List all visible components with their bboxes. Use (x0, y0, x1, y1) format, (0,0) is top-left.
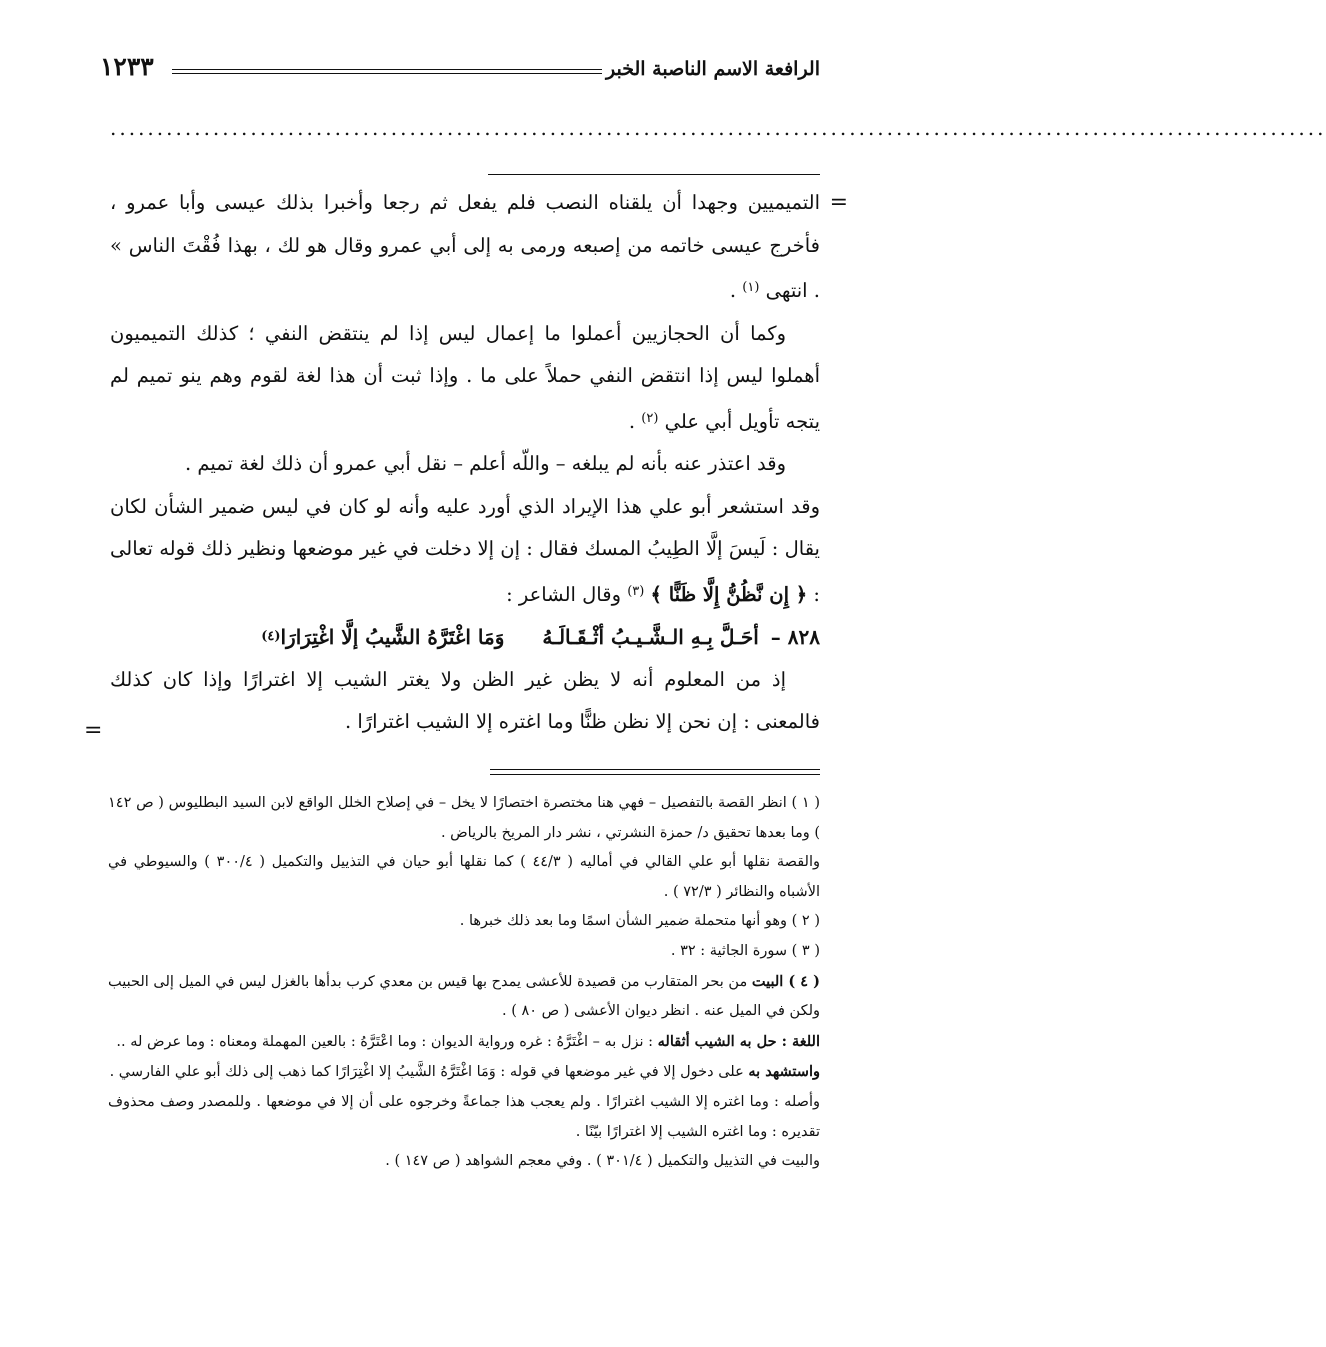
end-marker: = (84, 718, 103, 743)
paragraph-2 (110, 313, 820, 444)
page-header (100, 52, 820, 92)
footnotes (108, 789, 820, 1177)
paragraph-2-text: وكما أن الحجازيين أعملوا ما إعمال ليس إذا لم ينتقض النفي ؛ كذلك التميميون أهملوا ليس إذا انتقض النفي حملاً على ما . وإذا ثبت أن هذا لغة لقوم وهم ينو تميم لم يتجه تأويل أبي علي (110, 321, 820, 433)
paragraph-4 (110, 486, 820, 617)
footnote-4 (108, 967, 820, 1027)
paragraph-4-text-a: وقد استشعر أبو علي هذا الإيراد الذي أورد عليه وأنه لو كان في ليس ضمير الشأن لكان يقال : لَيسَ إلَّا الطِيبُ المسك فقال : إن إلا دخلت في غير موضعها ونظير ذلك قوله تعالى : (110, 494, 820, 606)
footnote-rule-lower (490, 774, 820, 775)
paragraph-5 (110, 659, 820, 744)
paragraph-2-end: . (628, 409, 642, 433)
footnote-ref-2: (٢) (641, 410, 659, 426)
footnote-asluhu: وأصله : وما اغتره إلا الشيب اغترارًا . ولم يعجب هذا جماعةً وخرجوه على أن إلا في موضعها . وللمصدر وصف محذوف تقديره : وما اغتره الشيب إلا اغترارًا بيّنًا . (108, 1093, 820, 1140)
footnote-final: والبيت في التذييل والتكميل ( ٣٠١/٤ ) . وفي معجم الشواهد ( ص ١٤٧ ) . (385, 1153, 820, 1170)
paragraph-4-text-b: وقال الشاعر : (506, 582, 621, 606)
paragraph-1-end: . (729, 279, 743, 302)
continuation-marker: = (829, 190, 848, 215)
separator-dots: .................................................................................................................................. (110, 116, 1326, 140)
footnote-lugha (108, 1027, 820, 1058)
footnote-istishhad (108, 1057, 820, 1088)
main-text (110, 182, 848, 744)
verse-hemistich-1: أحَـلَّ بِـهِ الـشَّـيـبُ أثْـقَـالَـهُ (542, 625, 759, 649)
quran-quote: ﴿ إِن نَّظُنُّ إِلَّا ظَنًّا ﴾ (650, 582, 808, 606)
paragraph-3 (110, 443, 820, 486)
page-number: ١٢٣٣ (100, 52, 154, 81)
istishhad-label: واستشهد به (748, 1063, 820, 1081)
istishhad-text: على دخول إلا في غير موضعها في قوله : وَمَا اغْتَرَّهُ الشَّيبُ إلا اغْتِرَارًا كما ذهب إلى ذلك أبو علي الفارسي . (109, 1064, 749, 1081)
footnote-ref-3: (٣) (627, 583, 645, 599)
running-title: الرافعة الاسم الناصبة الخبر (606, 58, 820, 80)
footnote-1-continued: والقصة نقلها أبو علي القالي في أماليه ( ٤٤/٣ ) كما نقلها أبو حيان في التذييل والتكميل ( ٣٠٠/٤ ) والسيوطي في الأشباه والنظائر ( ٧٢/٣ ) . (108, 854, 820, 900)
footnote-ref-4: (٤) (261, 629, 281, 644)
paragraph-1-line-3: فُقْتَ الناس » . انتهى (110, 233, 820, 302)
header-rule (172, 69, 602, 74)
verse-number: ٨٢٨ – (770, 625, 820, 649)
footnote-1: ( ١ ) انظر القصة بالتفصيل – فهي هنا مختصرة اختصارًا لا يخل – في إصلاح الخلل الواقع لابن السيد البطليوس ( ص ١٤٢ ) وما بعدها تحقيق د/ حمزة النشرتي ، نشر دار المريخ بالرياض . (108, 795, 820, 841)
footnote-4-label: ( ٤ ) البيت (751, 972, 820, 990)
paragraph-5-text: إذ من المعلوم أنه لا يظن غير الظن ولا يغتر الشيب إلا اغترارًا وإذا كان كذلك فالمعنى : إن نحن إلا نظن ظنًّا وما اغتره إلا الشيب اغترارًا . (110, 667, 820, 733)
paragraph-3-text: وقد اعتذر عنه بأنه لم يبلغه – واللّه أعلم – نقل أبي عمرو أن ذلك لغة تميم . (185, 452, 786, 475)
footnote-ref-1: (١) (742, 280, 760, 295)
footnote-4-text: من بحر المتقارب من قصيدة للأعشى يمدح بها قيس بن معدي كرب بدأها بالغزل ليس في الميل إلى الحبيب ولكن في الميل عنه . انظر ديوان الأعشى ( ص ٨٠ ) . (108, 973, 820, 1020)
footnote-rule (490, 769, 820, 770)
paragraph-1-line-2: عمرو ، فأخرج عيسى خاتمه من إصبعه ورمى به إلى أبي عمرو وقال هو لك ، بهذا (110, 191, 820, 257)
poetry-verse (110, 616, 820, 659)
verse-hemistich-2: وَمَا اغْتَرَّهُ الشَّيبُ إلَّا اغْتِرَارَا (280, 625, 505, 649)
lugha-text: : نزل به – اغْتَرَّهُ : غره ورواية الديوان : وما اعْتَرَّهُ : بالعين المهملة ومعناه : وما عرض له .. (116, 1033, 658, 1050)
lugha-label: اللغة : حل به الشيب أثقاله (657, 1032, 820, 1050)
paragraph-1-line-1: التميميين وجهدا أن يلقناه النصب فلم يفعل ثم رجعا وأخبرا بذلك عيسى وأبا (179, 191, 821, 214)
footnote-2: ( ٢ ) وهو أنها متحملة ضمير الشأن اسمًا وما بعد ذلك خبرها . (459, 913, 820, 930)
paragraph-1 (110, 182, 820, 313)
section-rule (488, 174, 820, 175)
footnote-3: ( ٣ ) سورة الجاثية : ٣٢ . (670, 942, 820, 959)
